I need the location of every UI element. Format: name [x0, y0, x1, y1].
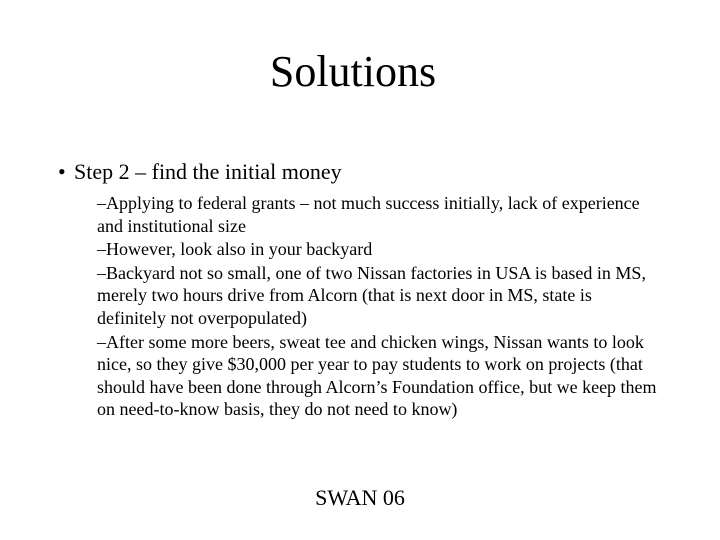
slide-footer: SWAN 06 [315, 485, 405, 510]
sub-item: –Backyard not so small, one of two Nissan factories in USA is based in MS, merely two hours drive from Alcorn (that is next door in MS, state is definitely not overpopulated) [97, 262, 646, 328]
sub-item: –After some more beers, sweat tee and chicken wings, Nissan wants to look nice, so they give $30,000 per year to pay students to work on projects (that should have been done through Alcorn’s Foundation office, but we keep them on need-to-know basis, they do not need to know) [97, 331, 657, 420]
sub-item-list [97, 192, 662, 422]
sub-item: –However, look also in your backyard [97, 239, 373, 260]
main-bullet [58, 158, 678, 186]
bullet-text: Step 2 – find the initial money [74, 159, 342, 184]
sub-item: –Applying to federal grants – not much success initially, lack of experience and institutional size [97, 193, 640, 236]
bullet-marker: • [58, 159, 66, 184]
slide-title: Solutions [269, 47, 437, 96]
